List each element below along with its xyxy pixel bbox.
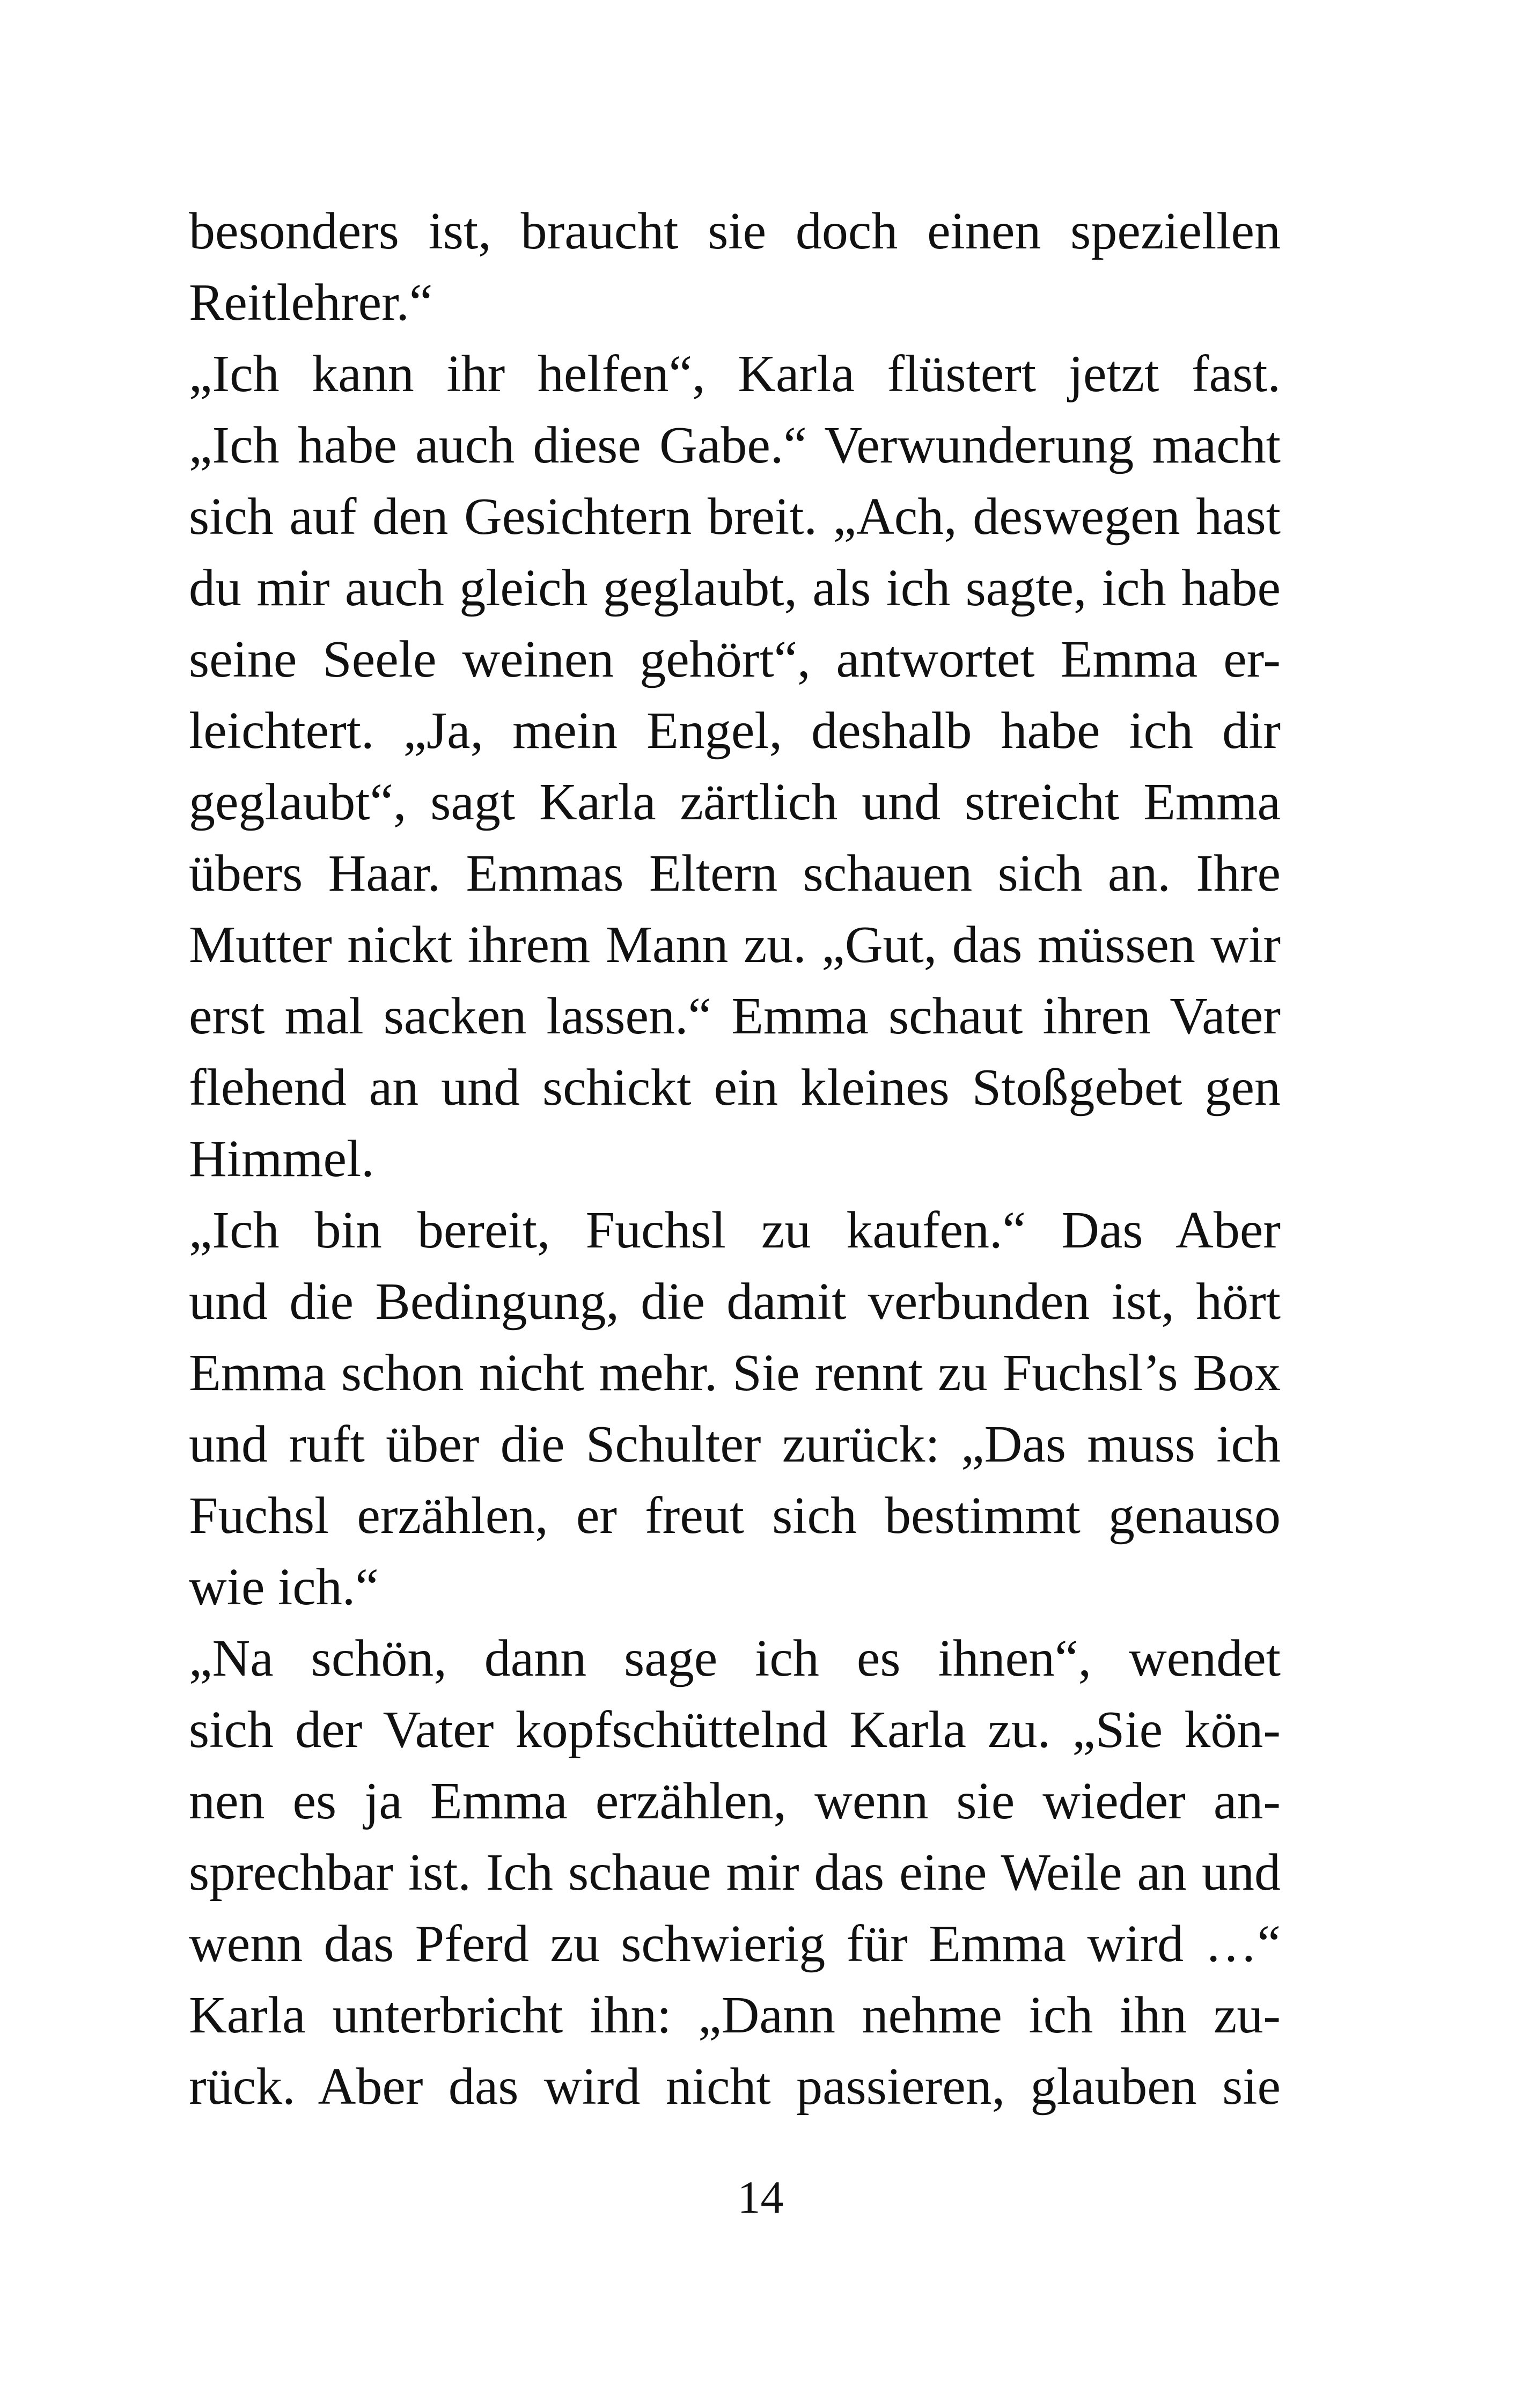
text-line: wenn das Pferd zu schwierig für Emma wird …“ bbox=[189, 1915, 1281, 1973]
text-line: besonders ist, braucht sie doch einen speziellen bbox=[189, 202, 1281, 260]
text-line: „Na schön, dann sage ich es ihnen“, wendet bbox=[189, 1629, 1281, 1687]
text-line: wie ich.“ bbox=[189, 1558, 379, 1616]
text-line: und ruft über die Schulter zurück: „Das muss ich bbox=[189, 1415, 1281, 1473]
text-line: Reitlehrer.“ bbox=[189, 274, 433, 332]
text-line: sich auf den Gesichtern breit. „Ach, deswegen hast bbox=[189, 488, 1281, 546]
text-line: Mutter nickt ihrem Mann zu. „Gut, das müssen wir bbox=[189, 916, 1281, 974]
text-line: sprechbar ist. Ich schaue mir das eine Weile an und bbox=[189, 1844, 1281, 1902]
text-line: sich der Vater kopfschüttelnd Karla zu. „Sie kön- bbox=[189, 1701, 1281, 1759]
text-line: „Ich kann ihr helfen“, Karla flüstert jetzt fast. bbox=[189, 345, 1281, 403]
text-line: erst mal sacken lassen.“ Emma schaut ihren Vater bbox=[189, 987, 1281, 1045]
text-line: nen es ja Emma erzählen, wenn sie wieder an- bbox=[189, 1772, 1281, 1830]
text-line: übers Haar. Emmas Eltern schauen sich an. Ihre bbox=[189, 845, 1281, 902]
text-line: Himmel. bbox=[189, 1130, 374, 1188]
text-line: du mir auch gleich geglaubt, als ich sagte, ich habe bbox=[189, 559, 1281, 617]
text-line: Karla unterbricht ihn: „Dann nehme ich ihn zu- bbox=[189, 1986, 1281, 2044]
text-line: seine Seele weinen gehört“, antwortet Emma er- bbox=[189, 630, 1281, 688]
text-line: flehend an und schickt ein kleines Stoßgebet gen bbox=[189, 1059, 1281, 1117]
body-text bbox=[189, 196, 1281, 2123]
text-line: rück. Aber das wird nicht passieren, glauben sie bbox=[189, 2058, 1281, 2116]
page-number: 14 bbox=[737, 2171, 784, 2223]
text-line: „Ich bin bereit, Fuchsl zu kaufen.“ Das Aber bbox=[189, 1201, 1281, 1259]
text-line: leichtert. „Ja, mein Engel, deshalb habe ich dir bbox=[189, 702, 1281, 760]
text-line: Fuchsl erzählen, er freut sich bestimmt genauso bbox=[189, 1487, 1281, 1545]
text-line: geglaubt“, sagt Karla zärtlich und streicht Emma bbox=[189, 773, 1281, 831]
text-line: und die Bedingung, die damit verbunden ist, hört bbox=[189, 1273, 1281, 1331]
text-line: Emma schon nicht mehr. Sie rennt zu Fuchsl’s Box bbox=[189, 1344, 1281, 1402]
text-line: „Ich habe auch diese Gabe.“ Verwunderung macht bbox=[189, 416, 1281, 474]
